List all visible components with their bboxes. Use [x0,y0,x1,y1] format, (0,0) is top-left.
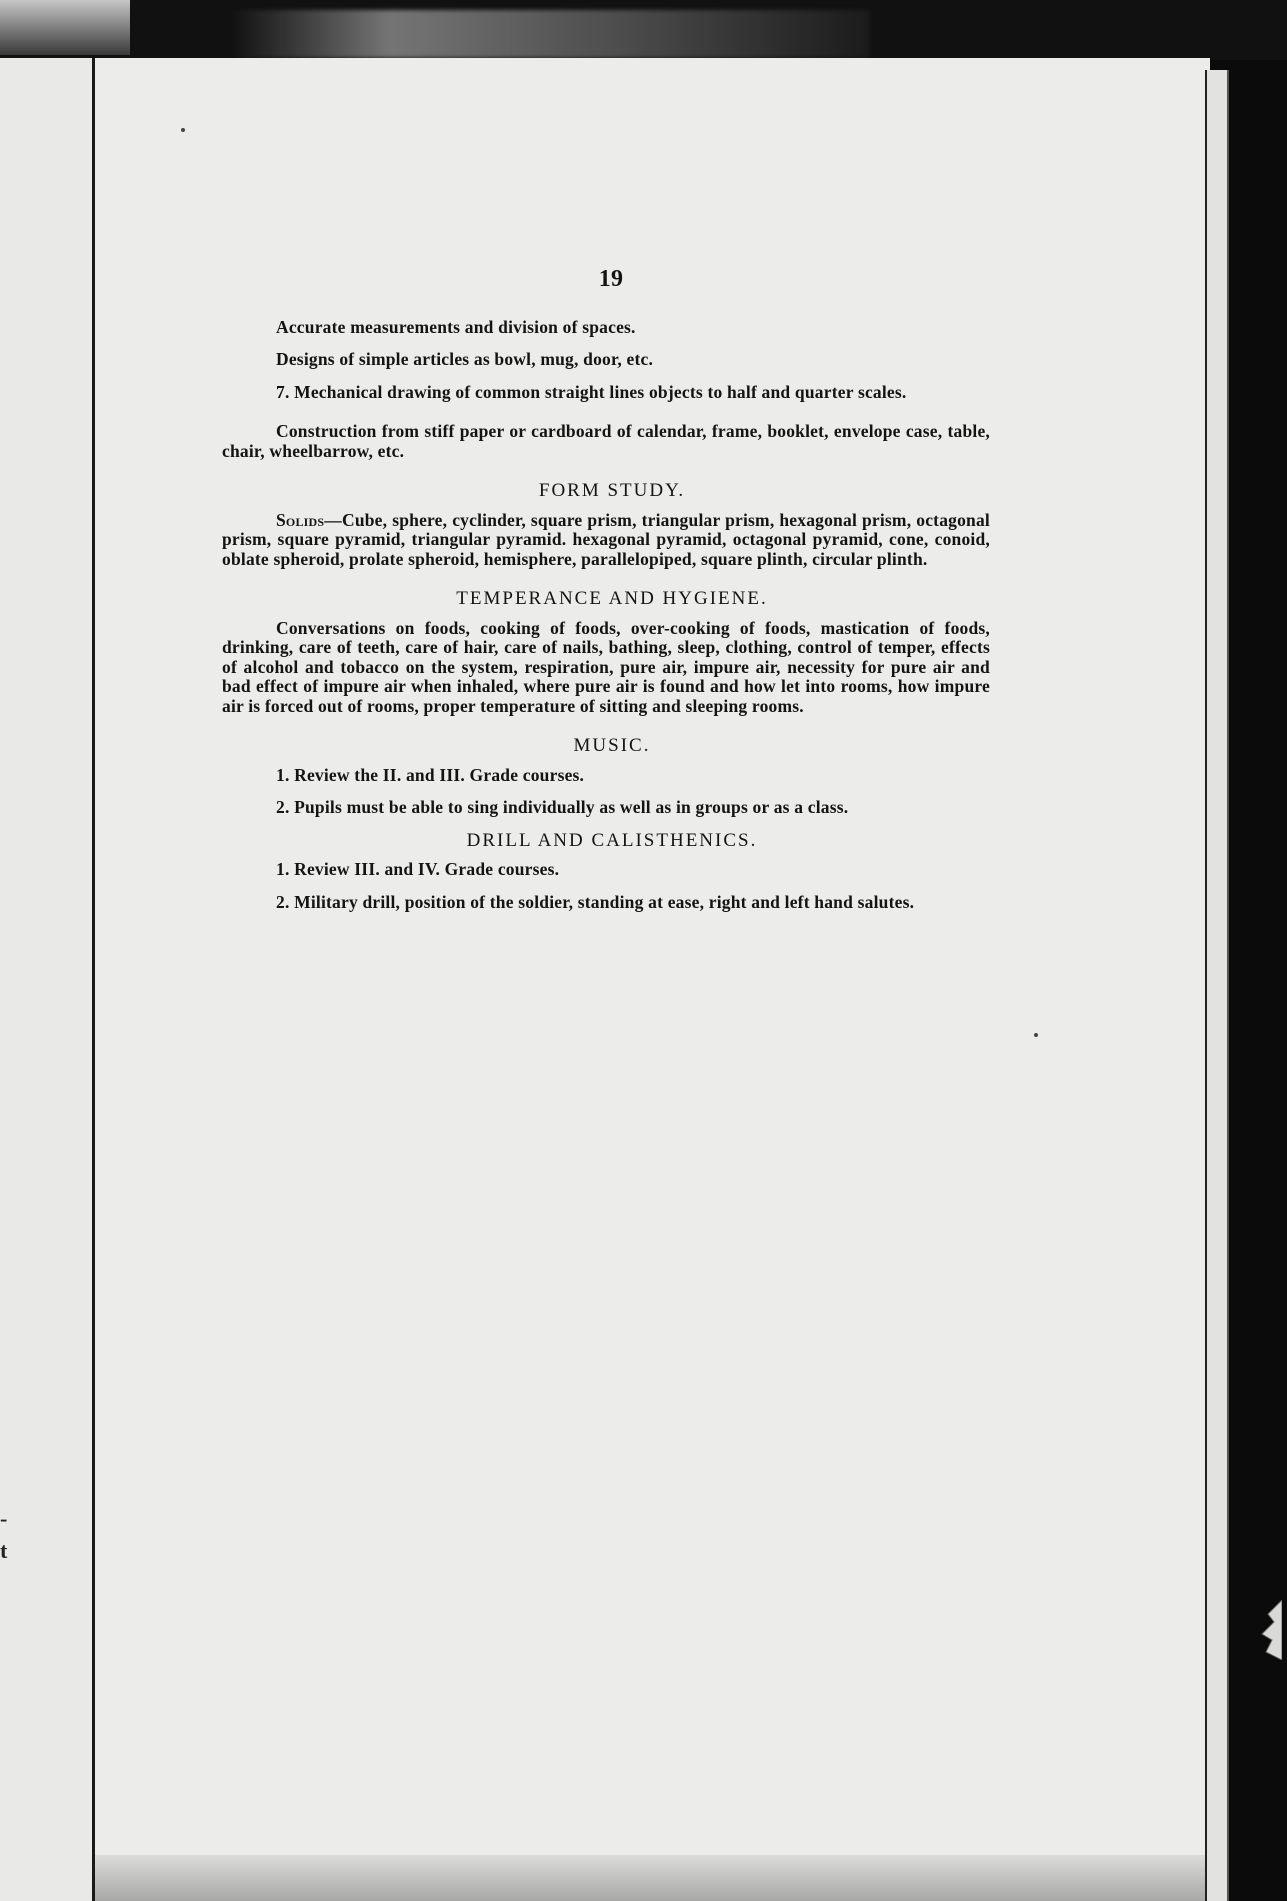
lead-term: Solids [276,509,325,530]
left-page-fragment: t [0,1538,8,1563]
scan-top-margin [0,0,1287,60]
section-heading-drill: DRILL AND CALISTHENICS. [466,829,758,851]
paragraph-temperance: Conversations on foods, cooking of foods, over-cooking of foods, mastication of foods, drinking, care of teeth, care of hair, care of nails, bathing, sleep, clothing, control of temper, effects of alcohol and tobacco on the system, respiration, pure air, impure air, necessity for pure air and bad effect of impure air when inhaled, where pure air is found and how let into rooms, how impure air is forced out of rooms, proper temperature of sitting and sleeping rooms. [222,617,990,716]
page-number: 19 [598,266,624,292]
paragraph-form-study [222,511,990,570]
section-heading-music: MUSIC. [573,735,651,756]
paragraph: 7. Mechanical drawing of common straight lines objects to half and quarter scales. [276,381,907,402]
list-item: 1. Review III. and IV. Grade courses. [276,859,560,879]
page-bottom-edge [95,1855,1205,1901]
speck [1034,1033,1038,1037]
page-text [222,266,990,925]
paragraph: Construction from stiff paper or cardboard of calendar, frame, booklet, envelope case, table, chair, wheelbarrow, etc. [222,421,990,461]
torn-edge-icon [1258,1600,1282,1660]
speck [181,128,185,132]
list-item: 1. Review the II. and III. Grade courses. [276,764,585,785]
section-heading-form-study: FORM STUDY. [538,480,686,501]
scan-smudge [0,0,130,55]
scan-smudge [230,10,870,58]
list-item: 2. Military drill, position of the soldier, standing at ease, right and left hand salutes. [276,891,915,912]
paragraph-text: —Cube, sphere, cyclinder, square prism, triangular prism, hexagonal prism, octagonal prism, square pyramid, triangular pyramid. hexagonal pyramid, octagonal pyramid, cone, conoid, oblate spheroid, prolate spheroid, hemisphere, parallelopiped, square plinth, circular plinth. [222,509,990,569]
paragraph: Designs of simple articles as bowl, mug, door, etc. [276,349,654,369]
section-heading-temperance: TEMPERANCE AND HYGIENE. [456,588,768,609]
list-item: 2. Pupils must be able to sing individually as well as in groups or as a class. [276,797,849,817]
left-page-edge [0,58,95,1901]
page-right-edge [1205,70,1229,1901]
paragraph: Accurate measurements and division of spaces. [276,316,636,337]
left-page-fragment: - [0,1506,8,1531]
